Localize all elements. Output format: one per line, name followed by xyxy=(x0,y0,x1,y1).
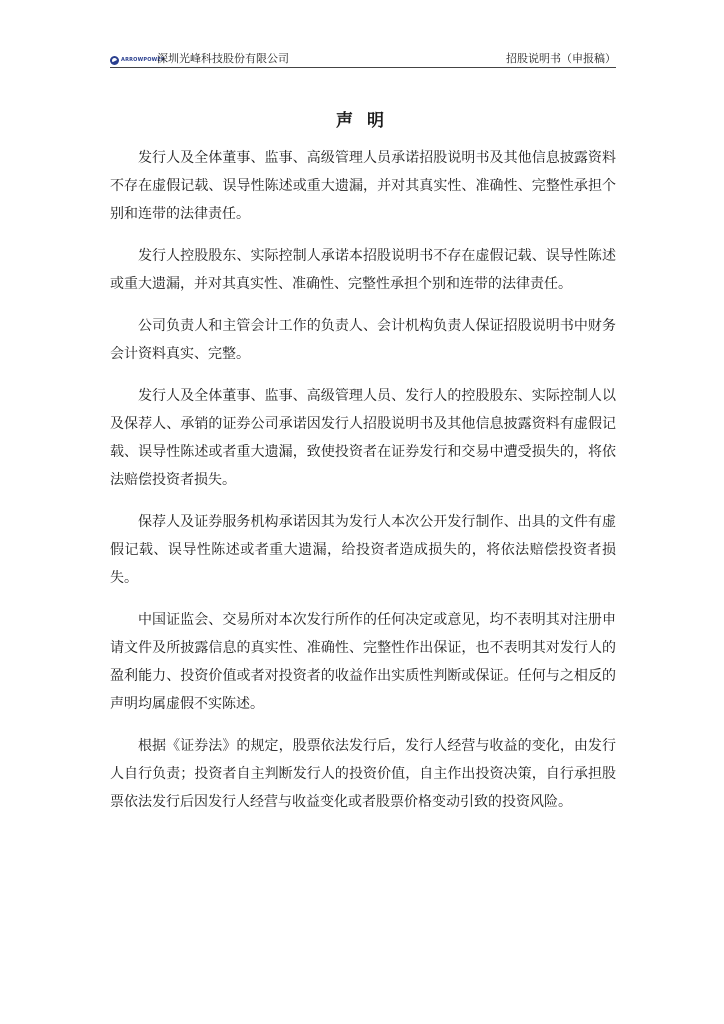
company-name: 深圳光峰科技股份有限公司 xyxy=(157,52,289,65)
paragraph-3: 公司负责人和主管会计工作的负责人、会计机构负责人保证招股说明书中财务会计资料真实、完整。 xyxy=(110,318,616,362)
page-header xyxy=(110,51,616,68)
logo-icon xyxy=(110,56,119,65)
document-type: 招股说明书（申报稿） xyxy=(506,52,616,65)
paragraph-6: 中国证监会、交易所对本次发行所作的任何决定或意见，均不表明其对注册申请文件及所披露信息的真实性、准确性、完整性作出保证，也不表明其对发行人的盈利能力、投资价值或者对投资者的收益作出实质性判断或保证。任何与之相反的声明均属虚假不实陈述。 xyxy=(110,612,616,712)
statement-body xyxy=(110,144,616,830)
paragraph-1: 发行人及全体董事、监事、高级管理人员承诺招股说明书及其他信息披露资料不存在虚假记载、误导性陈述或重大遗漏，并对其真实性、准确性、完整性承担个别和连带的法律责任。 xyxy=(110,150,616,222)
paragraph-5: 保荐人及证券服务机构承诺因其为发行人本次公开发行制作、出具的文件有虚假记载、误导性陈述或者重大遗漏，给投资者造成损失的，将依法赔偿投资者损失。 xyxy=(110,514,616,586)
paragraph-7: 根据《证券法》的规定，股票依法发行后，发行人经营与收益的变化，由发行人自行负责；投资者自主判断发行人的投资价值，自主作出投资决策，自行承担股票依法发行后因发行人经营与收益变化或者股票价格变动引致的投资风险。 xyxy=(110,738,616,810)
logo-text: ARROWPOWER xyxy=(121,57,166,63)
paragraph-2: 发行人控股股东、实际控制人承诺本招股说明书不存在虚假记载、误导性陈述或重大遗漏，并对其真实性、准确性、完整性承担个别和连带的法律责任。 xyxy=(110,248,616,292)
paragraph-4: 发行人及全体董事、监事、高级管理人员、发行人的控股股东、实际控制人以及保荐人、承销的证券公司承诺因发行人招股说明书及其他信息披露资料有虚假记载、误导性陈述或者重大遗漏，致使投资者在证券发行和交易中遭受损失的，将依法赔偿投资者损失。 xyxy=(110,388,616,488)
page-title: 声明 xyxy=(336,111,398,131)
